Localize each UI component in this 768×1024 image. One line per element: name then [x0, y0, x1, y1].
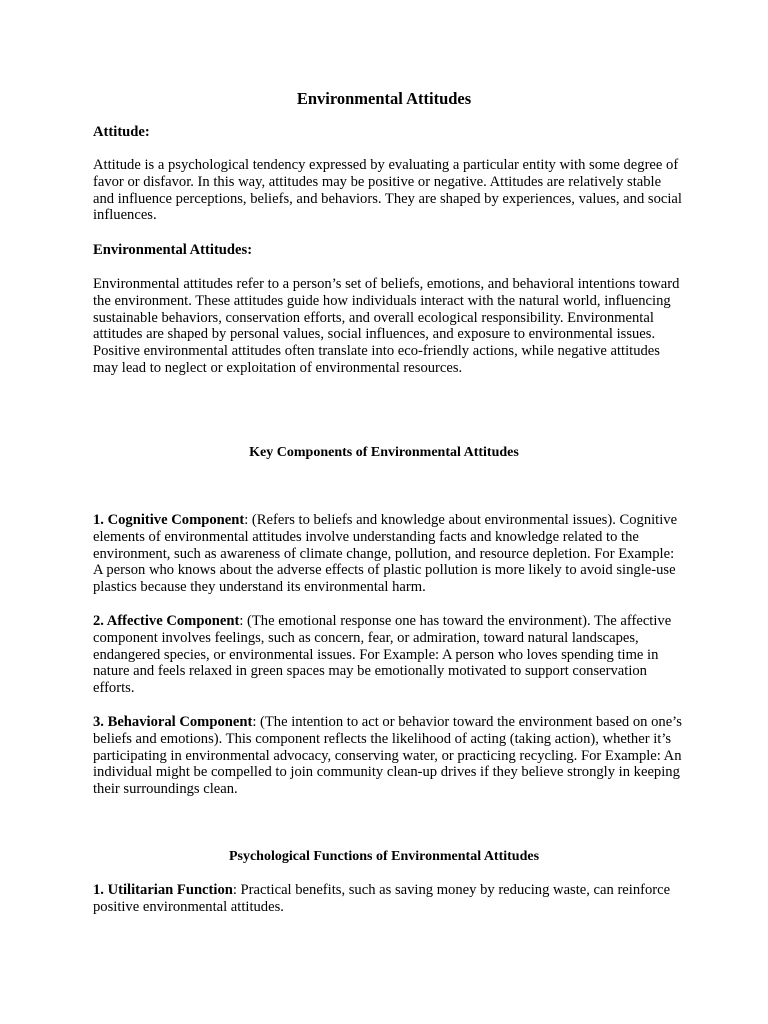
environmental-attitudes-heading: Environmental Attitudes:: [93, 242, 253, 258]
function-utilitarian-text: : Practical benefits, such as saving money by reducing waste, can reinforce positive environmental attitudes.: [93, 882, 671, 915]
attitude-paragraph: Attitude is a psychological tendency expressed by evaluating a particular entity with some degree of favor or disfavor. In this way, attitudes may be positive or negative. Attitudes are relatively stable and influence perceptions, beliefs, and behaviors. They are shaped by experiences, values, and social influences.: [93, 157, 682, 224]
component-cognitive-text: : (Refers to beliefs and knowledge about environmental issues). Cognitive elements of environmental attitudes involve understanding facts and knowledge related to the environment, such as awareness of climate change, pollution, and resource depletion. For Example: A person who knows about the adverse effects of plastic pollution is more likely to avoid single-use plastics because they understand its environmental harm.: [93, 512, 678, 596]
component-affective-text: : (The emotional response one has toward the environment). The affective component involves feelings, such as concern, fear, or admiration, toward natural landscapes, endangered species, or environmental issues. For Example: A person who loves spending time in nature and feels relaxed in green spaces may be emotionally motivated to support conservation efforts.: [93, 613, 672, 697]
key-components-heading: Key Components of Environmental Attitudes: [249, 445, 519, 460]
component-cognitive-term: 1. Cognitive Component: [93, 512, 245, 528]
document-title: Environmental Attitudes: [296, 89, 472, 108]
component-affective-term: 2. Affective Component: [93, 613, 240, 629]
component-cognitive: [93, 512, 683, 596]
component-behavioral: [93, 714, 683, 798]
environmental-attitudes-paragraph: Environmental attitudes refer to a person’s set of beliefs, emotions, and behavioral intentions toward the environment. These attitudes guide how individuals interact with the natural world, influencing sustainable behaviors, conservation efforts, and overall ecological responsibility. Environmental attitudes are shaped by personal values, social influences, and exposure to environmental issues. Positive environmental attitudes often translate into eco-friendly actions, while negative attitudes may lead to neglect or exploitation of environmental resources.: [93, 276, 680, 376]
psychological-functions-heading: Psychological Functions of Environmental Attitudes: [228, 849, 540, 864]
attitude-heading: Attitude:: [93, 124, 150, 140]
component-behavioral-term: 3. Behavioral Component: [93, 714, 253, 730]
function-utilitarian-term: 1. Utilitarian Function: [93, 882, 233, 898]
component-behavioral-text: : (The intention to act or behavior toward the environment based on one’s beliefs and emotions). This component reflects the likelihood of acting (taking action), whether it’s participating in environmental advocacy, conserving water, or practicing recycling. For Example: An individual might be compelled to join community clean-up drives if they believe strongly in keeping their surroundings clean.: [93, 714, 682, 798]
function-utilitarian: [93, 882, 683, 916]
component-affective: [93, 613, 683, 697]
